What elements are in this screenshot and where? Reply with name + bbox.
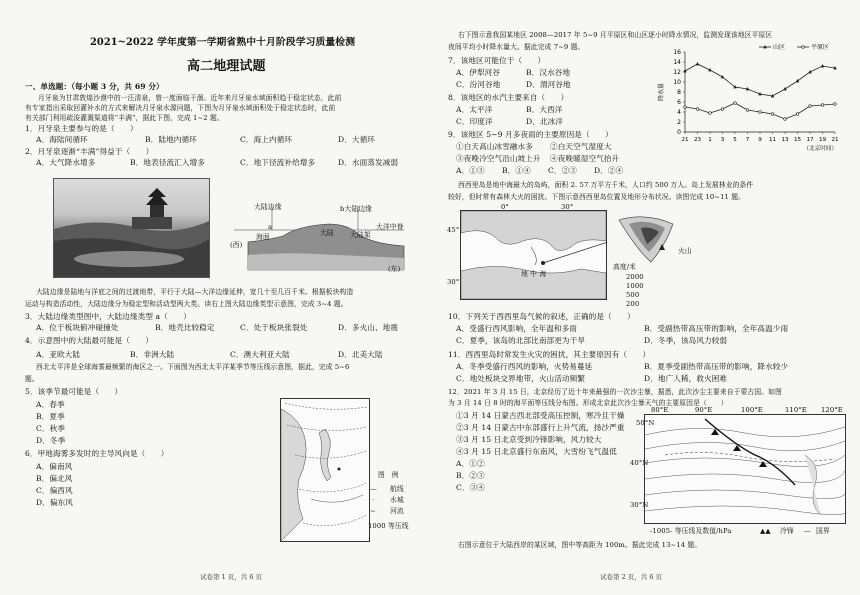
data-point-plain	[734, 102, 737, 105]
q10-stem: 10．下列关于西西里岛气候的叙述，正确的是（ ）	[448, 312, 635, 321]
q7-stem: 7．该地区可能位于（ ）	[448, 56, 546, 65]
y-tick-label: 16	[673, 49, 681, 56]
q12-item-1: ①3 月 14 日蒙古西北部受高压控制，寒冷且干燥	[456, 411, 625, 420]
data-point-plain	[759, 111, 762, 114]
q12-item-2: ②3 月 14 日蒙古中东部盛行上升气流，扬沙严重	[456, 423, 625, 432]
q4-option-b: B．非洲大陆	[130, 350, 175, 359]
map3-lat40: 40°N	[630, 459, 649, 467]
q5-option-b: B．夏季	[36, 412, 65, 421]
map2-lat45: 45°	[447, 226, 460, 234]
q12-answer-a: A．①②	[456, 459, 485, 468]
intro2-line1: 大陆边缘是陆地与洋底之间的过渡地带，平行于大陆—大洋边缘延伸，宽几十至几百千米。根据板块构造	[36, 288, 354, 296]
legend-route: 航线	[390, 485, 404, 493]
q9-answer-b: B．①④	[502, 166, 531, 175]
photo-scene	[54, 179, 209, 277]
exam-subtitle: 高二地理试题	[187, 59, 266, 74]
legend-boundary-symbol: —	[804, 527, 811, 535]
legend-river-line: ~	[370, 507, 376, 515]
data-point-plain	[796, 113, 799, 116]
intro2-line2: 运动与构造活动性，大陆边缘分为稳定型和活动型两大类。读右上图大陆边缘类型示意图，完成 3~4 题。	[25, 300, 348, 308]
data-point-plain	[809, 105, 812, 108]
volcano-label: 火山	[678, 247, 692, 255]
data-point-plain	[834, 103, 837, 106]
legend-label-mountain: 山区	[773, 44, 786, 51]
legend-isobar: 等压线	[388, 522, 409, 530]
q4-option-c: C．澳大利亚大陆	[230, 350, 290, 359]
page-footer-left: 试卷第 1 页，共 6 页	[200, 573, 263, 581]
q2-option-b: B．地表径流汇入增多	[130, 158, 205, 167]
east-asia-isobar-map	[644, 406, 846, 524]
exam-title: 2021~2022 学年度第一学期省熟中十月阶段学习质量检测	[90, 37, 356, 48]
intro1-line2: 有专家指出采取回灌补水的方式来解决月牙泉水源问题，下图为月牙泉水域面积处于稳定状态时，此前	[25, 104, 336, 112]
elevation-2000: 2000	[626, 273, 644, 281]
mediterranean-map-drawing	[461, 211, 606, 299]
data-point-plain	[784, 118, 787, 121]
data-point-plain	[696, 108, 699, 111]
x-tick-label: 3	[720, 137, 725, 143]
q12-answer-b: B．②③	[456, 471, 485, 480]
q1-option-c: C．海上内循环	[240, 135, 293, 144]
q11-option-d: D．地广人稀，救火困难	[644, 374, 728, 383]
r-intro4: 右图示意位于大陆西岸的某区域，图中等高距为 100m。据此完成 13~14 题。	[458, 541, 702, 549]
q8-option-c: C．印度洋	[456, 117, 493, 126]
data-point-mountain	[783, 87, 787, 90]
elevation-1000: 1000	[626, 282, 644, 290]
q9-item-2: ②白天空气湿度大	[550, 142, 612, 151]
page-footer-right: 试卷第 2 页，共 6 页	[600, 573, 663, 581]
label-continent: 大陆	[320, 229, 334, 237]
data-point-plain	[771, 113, 774, 116]
legend-route-line: —	[370, 485, 377, 493]
label-continental-shelf: 大陆架	[350, 231, 371, 239]
y-tick-label: 14	[673, 59, 681, 66]
legend-isobar-hpa: -1005- 等压线及数值/hPa	[650, 527, 732, 535]
precipitation-chart	[655, 40, 855, 152]
q4-stem: 4．示意图中的大陆最可能是（ ）	[25, 336, 154, 345]
q12-stem-line2: 为 3 月 14 日 8 时的海平面等压线分布图。形成北京此次沙尘暴天气的主要原因是（ ）	[448, 399, 728, 407]
x-tick-label: 9	[758, 137, 762, 143]
data-point-plain	[684, 106, 687, 109]
map3-lon90: 90°E	[695, 406, 713, 414]
q6-option-c: C．偏西风	[36, 486, 73, 495]
q11-option-c: C．地处板块交界地带，火山活动频繁	[456, 374, 586, 383]
q9-answer-d: D．②④	[594, 166, 624, 175]
y-tick-label: 4	[677, 109, 681, 116]
x-tick-label: 23	[693, 137, 702, 143]
data-point-mountain	[796, 79, 800, 82]
intro3-line2: 题。	[25, 375, 39, 383]
q6-option-b: B．偏北风	[36, 474, 73, 483]
q5-stem: 5．该季节最可能是（ ）	[25, 387, 123, 396]
legend-city-dot: ·	[372, 496, 375, 504]
q9-item-4: ④夜晚暖湿空气抬升	[550, 154, 620, 163]
q11-option-a: A．冬季受盛行西风的影响，火势易蔓延	[456, 362, 593, 371]
q8-option-b: B．大西洋	[526, 105, 563, 114]
q12-item-3: ③3 月 15 日北京受到冷锋影响，风力较大	[456, 435, 602, 444]
q9-stem: 9．该地区 5~9 月多夜雨的主要原因是（ ）	[448, 130, 613, 139]
elevation-title: 高度/米	[613, 263, 637, 271]
q3-stem: 3．大陆边缘类型图中，大陆边缘类型 a（ ）	[25, 312, 191, 321]
legend-river: 河流	[390, 507, 404, 515]
section-heading: 一、单选题：（每小题 3 分，共 69 分）	[25, 82, 164, 91]
q6-option-a: A．偏南风	[36, 462, 73, 471]
y-tick-label: 0	[677, 129, 681, 136]
q2-option-d: D．水面蒸发减弱	[338, 158, 399, 167]
r-intro1-line2: 夜间平均小时降水量大。据此完成 7~9 题。	[448, 43, 585, 51]
y-tick-label: 8	[677, 89, 681, 96]
label-b-continental-margin: b大陆边缘	[340, 205, 373, 213]
q9-answer-c: C．②③	[548, 166, 577, 175]
x-tick-label: 7	[745, 137, 750, 143]
map2-sea: 地 中 海	[521, 270, 547, 278]
q12-item-4: ④3 月 15 日北京盛行东南风，大雪纷飞气温低	[456, 447, 617, 456]
nw-pacific-map	[280, 398, 370, 542]
intro3-line1: 西北太平洋是全球海雾最频繁的海区之一。下面图为西北太平洋某季节等压线示意图，据此，完成 5~6	[36, 363, 350, 371]
y-tick-label: 12	[673, 69, 681, 76]
q3-option-d: D．多火山、地震	[338, 323, 399, 332]
data-point-mountain	[821, 64, 825, 67]
q7-option-b: B．汉水谷地	[526, 68, 571, 77]
data-point-plain	[821, 104, 824, 107]
q5-option-d: D．冬季	[36, 436, 66, 445]
q7-option-a: A．伊犁河谷	[456, 68, 501, 77]
q3-option-c: C．处于板块张裂处	[240, 323, 308, 332]
label-a: a	[268, 223, 273, 231]
q7-option-d: D．渭河谷地	[526, 80, 571, 89]
q1-option-a: A．海陆间循环	[36, 135, 88, 144]
q3-option-a: A．位于板块俯冲碰撞处	[36, 323, 119, 332]
elevation-200: 200	[626, 300, 640, 308]
map2-lon30: 30°	[561, 203, 574, 211]
east-asia-isobar-drawing	[645, 415, 845, 523]
mediterranean-map	[447, 203, 607, 300]
q12-stem-line1: 12．2021 年 3 月 15 日，北京经历了近十年来最强的一次沙尘暴，据悉，此次沙尘主要来自于蒙古国。如图	[448, 388, 782, 396]
q5-option-c: C．秋季	[36, 424, 65, 433]
precipitation-chart-svg	[655, 40, 855, 152]
legend-cold-front: 冷锋	[780, 527, 794, 535]
q2-stem: 2．月牙泉逐渐“丰满”得益于（ ）	[25, 147, 154, 156]
elevation-500: 500	[626, 291, 640, 299]
q8-option-a: A．太平洋	[456, 105, 493, 114]
data-point-plain	[746, 109, 749, 112]
q3-option-b: B．地壳比较稳定	[155, 323, 215, 332]
right-column	[430, 0, 860, 595]
series-line-mountain	[685, 64, 835, 96]
y-tick-label: 6	[677, 99, 681, 106]
q2-option-a: A．大气降水增多	[36, 158, 96, 167]
x-tick-label: 21	[681, 137, 689, 143]
label-west: (西)	[230, 241, 243, 249]
x-tick-label: 21	[831, 137, 839, 143]
x-tick-label: 5	[733, 137, 737, 143]
q9-item-1: ①白天高山冰雪融水多	[456, 142, 533, 151]
r-intro2-line2: 较好，但时常有森林大火的困扰。下图示意西西里岛位置及地形分布状况。读图完成 10~11 题。	[448, 193, 745, 201]
x-tick-label: 15	[793, 137, 802, 143]
r-intro1-line1: 右下图示意我国某地区 2008—2017 年 5~9 月平原区和山区逐小时降水情况，监测发现该地区平原区	[458, 31, 773, 39]
map3-lon120: 120°E	[821, 406, 843, 414]
legend-title: 图 例	[378, 471, 399, 479]
q10-option-d: D．冬季，该岛风力较弱	[644, 336, 728, 345]
data-point-plain	[709, 112, 712, 115]
label-east: (东)	[388, 265, 401, 273]
y-tick-label: 10	[673, 79, 681, 86]
q7-option-c: C．汾河谷地	[456, 80, 501, 89]
data-point-mountain	[696, 62, 700, 65]
legend-boundary: 国界	[816, 527, 830, 535]
intro1-line1: 月牙泉为甘肃敦煌沙漠中的一汪清泉，曾一度面临干涸。近年来月牙泉水域面积趋于稳定状态，此前	[38, 94, 342, 102]
x-tick-label: 13	[781, 137, 789, 143]
map-legend	[368, 470, 416, 540]
map3-lon100: 100°E	[741, 406, 763, 414]
q1-option-d: D．大循环	[338, 135, 375, 144]
q9-item-3: ③夜晚冷空气沿山坡上升	[456, 154, 541, 163]
r-intro2-line1: 西西里岛是地中海最大的岛屿，面积 2. 57 万平方千米，人口约 500 万人。岛上发展林业的条件	[458, 181, 754, 189]
q6-stem: 6．甲地海雾多发时的主导风向是（ ）	[25, 449, 169, 458]
y-tick-label: 2	[677, 119, 681, 126]
x-tick-label: 17	[806, 137, 814, 143]
q11-stem: 11．西西里岛时常发生火灾的困扰，其主要原因有（ ）	[448, 350, 651, 359]
q2-option-c: C．地下径流补给增多	[240, 158, 316, 167]
q8-option-d: D．北冰洋	[526, 117, 563, 126]
q5-option-a: A．春季	[36, 400, 65, 409]
map3-lat30: 30°N	[630, 501, 649, 509]
y-axis-label: 降水量	[658, 82, 665, 102]
x-tick-label: 19	[818, 137, 827, 143]
legend-label-plain: 平原区	[811, 44, 830, 51]
map2-lat30: 30°	[447, 278, 460, 286]
q4-option-a: A．亚欧大陆	[36, 350, 81, 359]
legend-marker-plain	[802, 46, 805, 49]
data-point-plain	[721, 108, 724, 111]
q8-stem: 8．该地区的水汽主要来自（ ）	[448, 93, 569, 102]
q10-option-c: C．夏季，该岛的北部比南部更为干旱	[456, 336, 586, 345]
map3-lon110: 110°E	[785, 406, 807, 414]
map2-lon0: 0°	[501, 203, 509, 211]
isobar-map-drawing	[281, 399, 369, 541]
q12-answer-c: C．③④	[456, 483, 485, 492]
label-continental-margin: 大陆边缘	[254, 203, 282, 211]
x-tick-label: 1	[708, 137, 712, 143]
q1-option-b: B．陆地内循环	[145, 135, 197, 144]
q10-option-b: B．受副热带高压带的影响，全年高温少雨	[644, 324, 789, 333]
intro1-line3: 有关部门利用疏浚灌溉渠道将“丰满”，据此下图，完成 1~2 题。	[25, 114, 224, 122]
continental-margin-diagram	[228, 200, 408, 276]
crescent-spring-photo	[53, 178, 210, 278]
label-ocean-ridge: 大洋中脊	[376, 223, 404, 231]
legend-isobar-value: 1000	[368, 522, 386, 530]
legend-cold-front-symbol: ▲▲	[760, 527, 771, 535]
q4-option-d: D．北美大陆	[338, 350, 383, 359]
q9-answer-a: A．①③	[456, 166, 485, 175]
q6-option-d: D．偏东风	[36, 498, 73, 507]
x-tick-label: 11	[768, 137, 777, 143]
q11-option-b: B．夏季受副热带高压带的影响，降水较少	[644, 362, 789, 371]
q1-stem: 1．月牙泉主要参与的是（ ）	[25, 124, 138, 133]
map3-lon80: 80°E	[651, 406, 669, 414]
x-axis-label: （北京时间）	[803, 146, 837, 152]
legend-city: 水城	[390, 496, 404, 504]
label-sea-level: 海面	[256, 233, 270, 241]
q10-option-a: A．受盛行西风影响，全年温和多雨	[456, 324, 577, 333]
map3-lat50: 50°N	[636, 419, 655, 427]
